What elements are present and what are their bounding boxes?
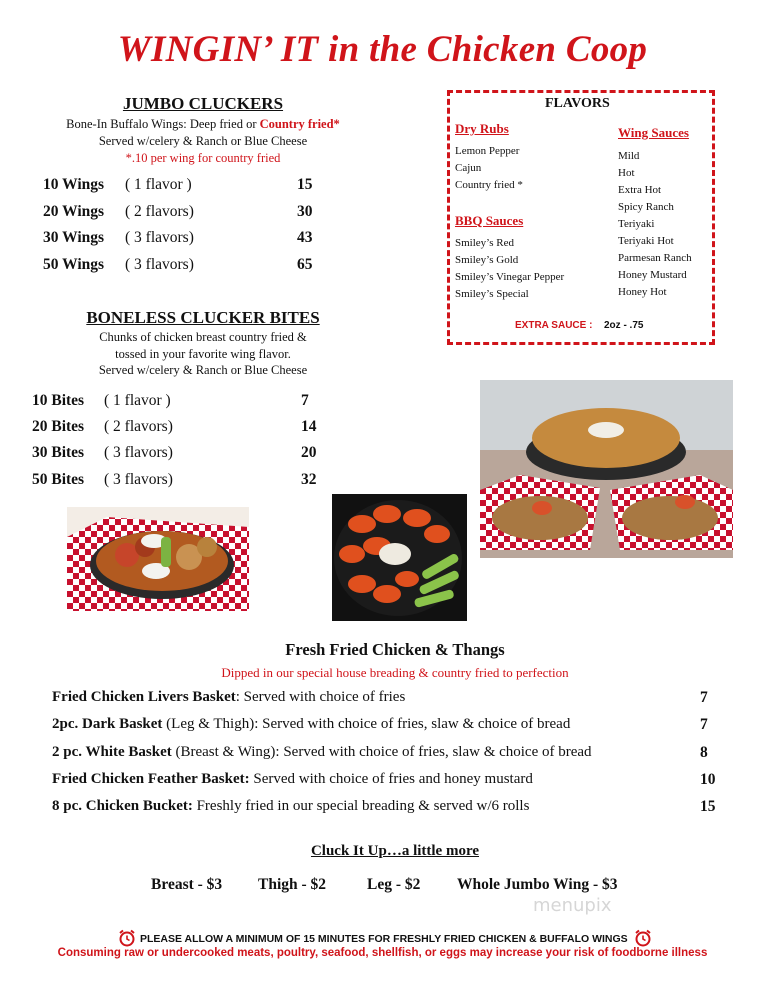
item-desc: Served with choice of fries and honey mustard — [249, 771, 533, 787]
party-platter-photo — [480, 380, 733, 558]
boneless-heading: BONELESS CLUCKER BITES — [86, 308, 320, 327]
list-item: Honey Mustard — [618, 269, 687, 281]
extra-sauce-label: EXTRA SAUCE : — [515, 320, 593, 331]
wing-sauces-label: Wing Sauces — [618, 125, 689, 140]
jumbo-heading: JUMBO CLUCKERS — [122, 94, 284, 113]
dry-rubs-list — [455, 143, 523, 194]
item-qty: 30 Wings — [43, 229, 105, 246]
foodborne-warning: Consuming raw or undercooked meats, poultry, seafood, shellfish, or eggs may increase your risk of foodborne illness — [57, 947, 708, 959]
boneless-desc3: Served w/celery & Ranch or Blue Cheese — [98, 363, 308, 377]
item-price: 14 — [301, 418, 317, 435]
item-name: Fried Chicken Livers Basket — [52, 689, 236, 705]
list-item — [32, 444, 84, 462]
item-flavors: ( 2 flavors) — [125, 203, 194, 220]
jumbo-note: *.10 per wing for country fried — [125, 151, 281, 165]
item-price: 65 — [297, 256, 313, 273]
item-desc: (Breast & Wing): Served with choice of fries, slaw & choice of bread — [171, 744, 592, 760]
item-price: 15 — [700, 798, 716, 815]
list-item: Country fried * — [455, 179, 523, 191]
item-price: 20 — [301, 444, 317, 461]
list-item: Mild — [618, 150, 640, 162]
menupix-watermark: menupix — [533, 895, 612, 916]
list-item: Smiley’s Red — [455, 237, 514, 249]
item-qty: 50 Wings — [43, 256, 105, 273]
bbq-label: BBQ Sauces — [455, 213, 524, 228]
list-item: Lemon Pepper — [455, 145, 520, 157]
jumbo-desc — [20, 116, 386, 133]
item-price: 7 — [700, 716, 708, 733]
list-item: Hot — [618, 167, 635, 179]
item-flavors: ( 3 flavors) — [104, 444, 173, 461]
list-item — [52, 798, 529, 815]
list-item — [32, 418, 84, 436]
item-flavors: ( 3 flavors) — [125, 256, 194, 273]
wing-sauces-list — [618, 148, 692, 301]
list-item: Smiley’s Special — [455, 288, 529, 300]
item-qty: 10 Bites — [32, 392, 85, 409]
extra-sauce-value: 2oz - .75 — [604, 320, 644, 331]
list-item — [32, 471, 84, 489]
item-price: 30 — [297, 203, 313, 220]
cluck-heading: Cluck It Up…a little more — [310, 843, 480, 859]
item-flavors: ( 3 flavors) — [125, 229, 194, 246]
item-flavors: ( 1 flavor ) — [104, 392, 171, 409]
list-item: Spicy Ranch — [618, 201, 674, 213]
list-item — [43, 203, 104, 221]
item-name: 2 pc. White Basket — [52, 744, 172, 760]
item-price: 8 — [700, 744, 708, 761]
fresh-subheading: Dipped in our special house breading & country fried to perfection — [221, 665, 569, 680]
item-qty: 50 Bites — [32, 471, 85, 488]
item-flavors: ( 2 flavors) — [104, 418, 173, 435]
boneless-desc2: tossed in your favorite wing flavor. — [115, 347, 291, 361]
item-flavors: ( 1 flavor ) — [125, 176, 192, 193]
item-qty: 20 Wings — [43, 203, 105, 220]
cluck-item-thigh: Thigh - $2 — [258, 876, 327, 893]
list-item — [43, 256, 104, 274]
jumbo-desc2: Served w/celery & Ranch or Blue Cheese — [98, 134, 308, 148]
list-item — [43, 229, 104, 247]
item-desc: (Leg & Thigh): Served with choice of fries, slaw & choice of bread — [162, 716, 571, 732]
list-item — [52, 744, 592, 761]
list-item — [52, 716, 570, 733]
item-name: 8 pc. Chicken Bucket: — [52, 798, 193, 814]
item-price: 15 — [297, 176, 313, 193]
buffalo-wings-photo — [332, 494, 467, 621]
cluck-item-wing: Whole Jumbo Wing - $3 — [457, 876, 618, 893]
dry-rubs-label: Dry Rubs — [455, 121, 509, 136]
list-item: Cajun — [455, 162, 482, 174]
bbq-list — [455, 235, 564, 303]
item-name: Fried Chicken Feather Basket: — [52, 771, 250, 787]
item-qty: 20 Bites — [32, 418, 85, 435]
list-item — [52, 771, 533, 788]
item-desc: : Served with choice of fries — [235, 689, 406, 705]
jumbo-desc-text: Bone-In Buffalo Wings: Deep fried or — [66, 117, 260, 131]
item-flavors: ( 3 flavors) — [104, 471, 173, 488]
item-desc: Freshly fried in our special breading & served w/6 rolls — [192, 798, 530, 814]
list-item: Parmesan Ranch — [618, 252, 692, 264]
item-qty: 10 Wings — [43, 176, 105, 193]
list-item: Honey Hot — [618, 286, 667, 298]
item-price: 7 — [301, 392, 309, 409]
list-item: Smiley’s Vinegar Pepper — [455, 271, 565, 283]
list-item — [52, 689, 405, 706]
list-item: Extra Hot — [618, 184, 662, 196]
fresh-heading: Fresh Fried Chicken & Thangs — [285, 640, 505, 659]
list-item — [32, 392, 84, 410]
list-item: Teriyaki Hot — [618, 235, 674, 247]
list-item: Smiley’s Gold — [455, 254, 519, 266]
list-item: Teriyaki — [618, 218, 655, 230]
item-name: 2pc. Dark Basket — [52, 716, 163, 732]
notice-text: PLEASE ALLOW A MINIMUM OF 15 MINUTES FOR FRESHLY FRIED CHICKEN & BUFFALO WINGS — [140, 933, 628, 945]
cluck-item-breast: Breast - $3 — [151, 876, 223, 893]
cluck-item-leg: Leg - $2 — [367, 876, 421, 893]
flavors-heading: FLAVORS — [545, 96, 610, 111]
item-price: 32 — [301, 471, 317, 488]
item-price: 7 — [700, 689, 708, 706]
item-price: 43 — [297, 229, 313, 246]
menu-title: WINGIN’ IT in the Chicken Coop — [117, 29, 648, 70]
item-qty: 30 Bites — [32, 444, 85, 461]
boneless-desc1: Chunks of chicken breast country fried & — [99, 330, 307, 344]
list-item — [43, 176, 104, 194]
jumbo-desc-highlight: Country fried* — [259, 117, 340, 131]
item-price: 10 — [700, 771, 716, 788]
boneless-bites-photo — [67, 507, 249, 611]
